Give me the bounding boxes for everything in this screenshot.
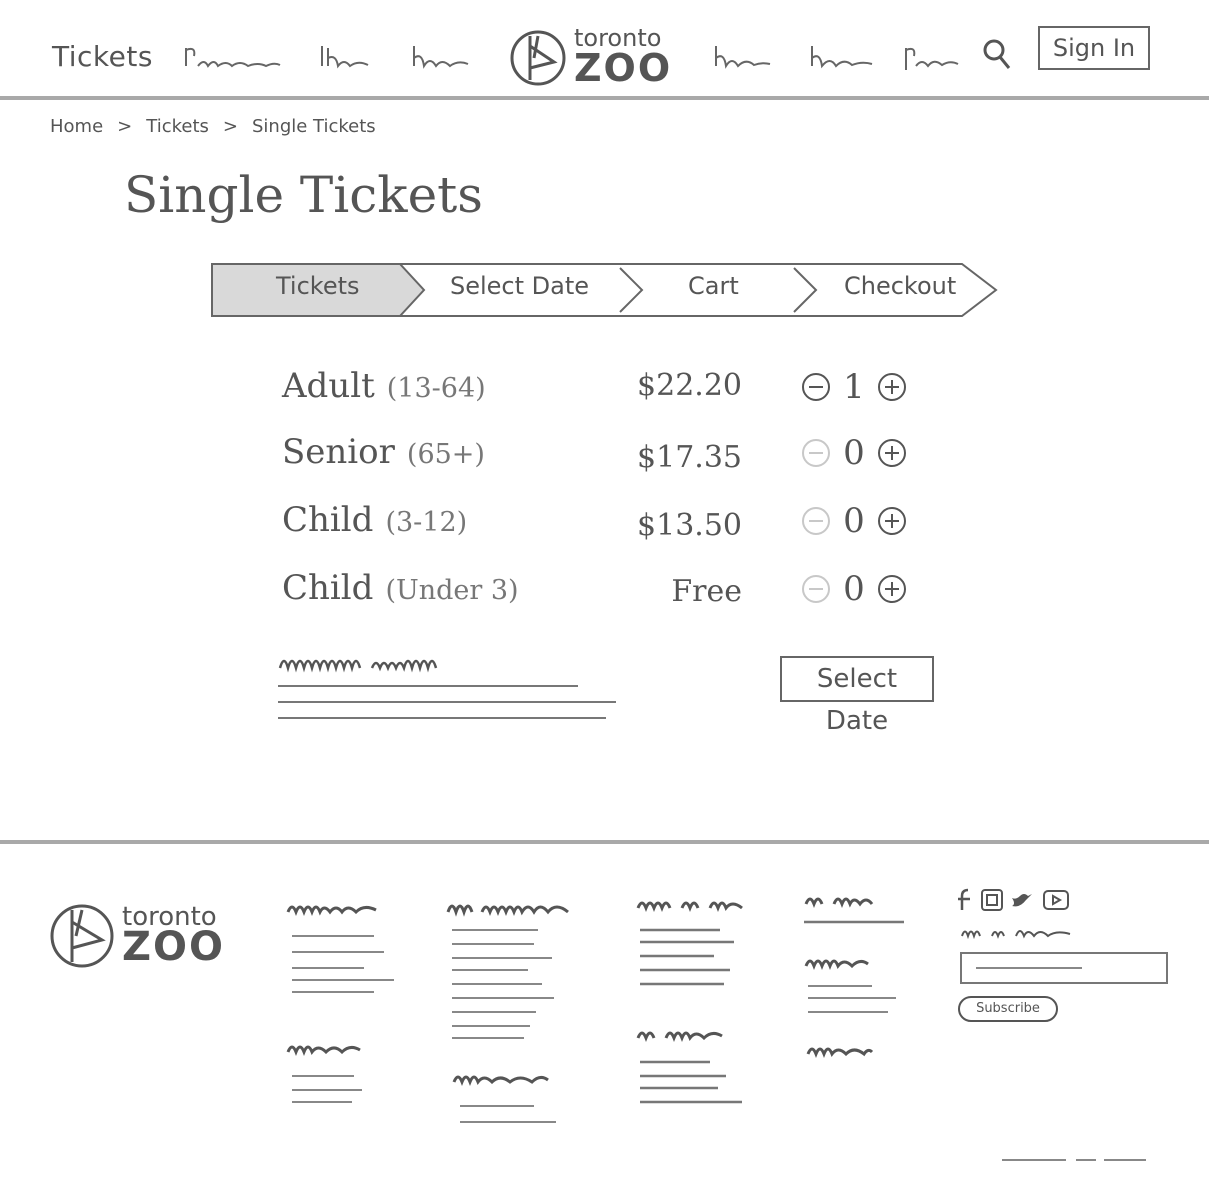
footer-column-4 <box>802 894 912 1064</box>
ticket-name: Senior <box>282 432 395 472</box>
breadcrumb <box>50 116 376 137</box>
instagram-icon[interactable] <box>980 888 1004 912</box>
input-placeholder-scribble <box>962 954 1162 982</box>
ticket-price: $17.35 <box>637 440 742 475</box>
nav-link-placeholder-2[interactable] <box>318 44 370 68</box>
step-checkout[interactable]: Checkout <box>844 272 957 300</box>
decrement-button[interactable] <box>802 373 830 401</box>
nav-link-tickets[interactable]: Tickets <box>52 40 153 73</box>
header-logo[interactable] <box>508 24 673 90</box>
ticket-name: Child <box>282 568 374 608</box>
footer-logo[interactable] <box>48 900 238 972</box>
step-tickets[interactable]: Tickets <box>276 272 360 300</box>
zoo-logo-icon <box>508 28 568 88</box>
ticket-row-child-under-3 <box>282 568 942 624</box>
subscribe-button[interactable]: Subscribe <box>958 996 1058 1022</box>
footer-divider <box>0 840 1209 844</box>
ticket-row-senior <box>282 432 942 488</box>
logo-text-zoo: ZOO <box>574 46 673 90</box>
select-date-button[interactable]: Select Date <box>780 656 934 702</box>
newsletter-label-placeholder <box>958 924 1078 942</box>
nav-link-placeholder-4[interactable] <box>712 44 772 68</box>
legal-links-placeholder <box>1000 1154 1150 1166</box>
quantity-stepper <box>802 433 906 473</box>
checkout-stepper <box>210 260 1000 320</box>
quantity-value: 0 <box>843 433 865 473</box>
ticket-name: Child <box>282 500 374 540</box>
ticket-age: (13-64) <box>386 373 486 404</box>
search-icon[interactable] <box>982 38 1012 72</box>
nav-link-placeholder-5[interactable] <box>808 44 874 68</box>
increment-button[interactable] <box>878 507 906 535</box>
quantity-stepper <box>802 501 906 541</box>
twitter-icon[interactable] <box>1010 888 1036 912</box>
decrement-button[interactable] <box>802 507 830 535</box>
ticket-age: (3-12) <box>385 507 468 538</box>
ticket-price: $22.20 <box>637 368 742 403</box>
footer-column-1 <box>284 900 414 1110</box>
zoo-logo-icon <box>48 902 116 970</box>
step-cart[interactable]: Cart <box>688 272 739 300</box>
increment-button[interactable] <box>878 439 906 467</box>
quantity-value: 0 <box>843 501 865 541</box>
quantity-value: 1 <box>843 367 865 407</box>
logo-text-toronto: toronto <box>122 902 217 932</box>
decrement-button[interactable] <box>802 439 830 467</box>
ticket-price: Free <box>671 574 742 609</box>
nav-link-placeholder-1[interactable] <box>182 44 282 68</box>
breadcrumb-separator: > <box>222 116 238 137</box>
page-title: Single Tickets <box>124 166 483 224</box>
decrement-button[interactable] <box>802 575 830 603</box>
increment-button[interactable] <box>878 575 906 603</box>
increment-button[interactable] <box>878 373 906 401</box>
quantity-stepper <box>802 569 906 609</box>
ticket-age: (65+) <box>406 439 485 470</box>
ticket-price: $13.50 <box>637 508 742 543</box>
social-links <box>956 888 1070 912</box>
footer-column-3 <box>634 896 754 1110</box>
ticket-row-child <box>282 500 942 556</box>
site-header <box>0 0 1209 98</box>
breadcrumb-tickets[interactable]: Tickets <box>146 116 209 137</box>
nav-link-placeholder-6[interactable] <box>902 44 960 68</box>
ticket-note-placeholder <box>276 650 622 724</box>
newsletter-email-input[interactable] <box>960 952 1168 984</box>
logo-text-toronto: toronto <box>574 24 662 52</box>
sign-in-button[interactable]: Sign In <box>1038 26 1150 70</box>
breadcrumb-separator: > <box>117 116 133 137</box>
youtube-icon[interactable] <box>1042 888 1070 912</box>
facebook-icon[interactable] <box>956 888 974 912</box>
ticket-row-adult <box>282 366 942 422</box>
ticket-age: (Under 3) <box>385 575 519 606</box>
nav-link-placeholder-3[interactable] <box>410 44 470 68</box>
ticket-name: Adult <box>282 366 375 406</box>
step-select-date[interactable]: Select Date <box>450 272 590 300</box>
breadcrumb-single-tickets: Single Tickets <box>251 116 376 137</box>
logo-text-zoo: ZOO <box>122 924 226 970</box>
quantity-value: 0 <box>843 569 865 609</box>
breadcrumb-home[interactable]: Home <box>50 116 104 137</box>
quantity-stepper <box>802 367 906 407</box>
header-divider <box>0 96 1209 100</box>
footer-column-2 <box>444 898 584 1130</box>
